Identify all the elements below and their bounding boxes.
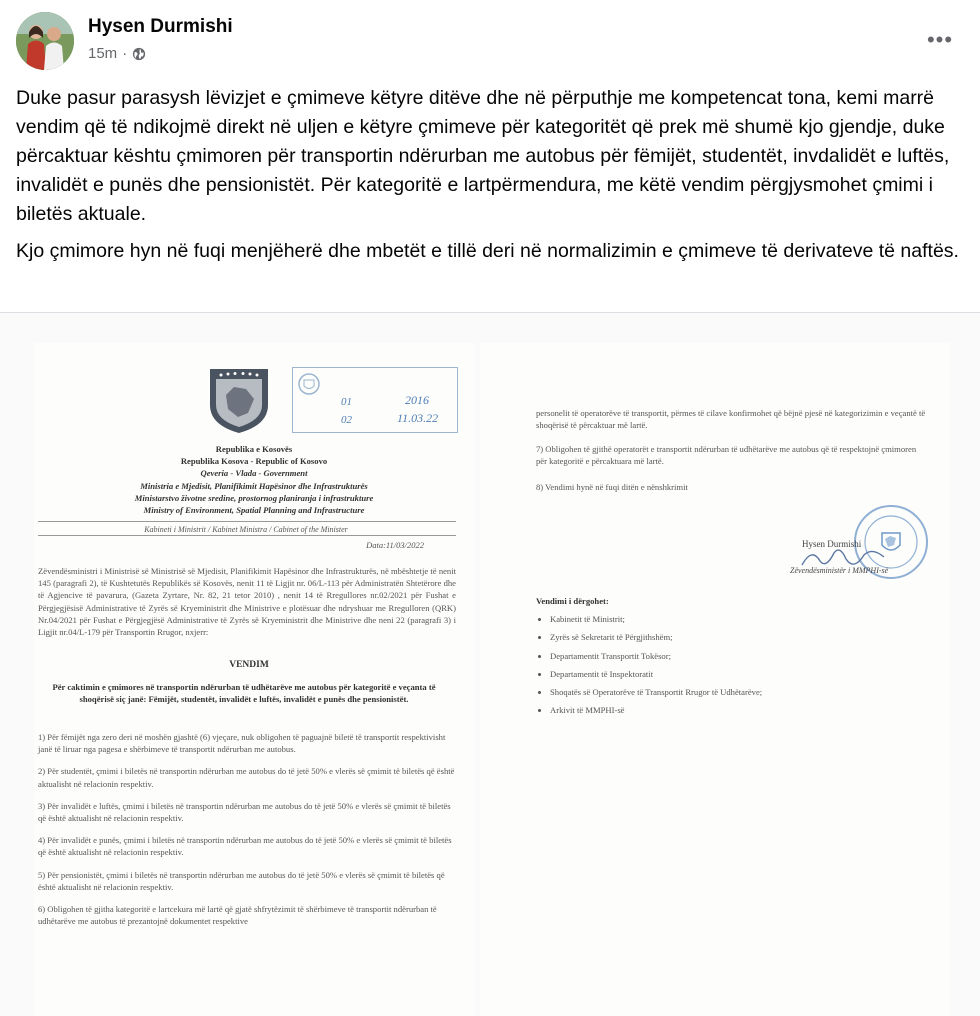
decision-item: 1) Për fëmijët nga zero deri në moshën gjashtë (6) vjeçare, nuk obligohen të paguajnë biletë të transportit respektivisht janë të liruar nga pagesa e shërbimeve të transportit ndërurban me autobus.	[38, 732, 446, 755]
stamp-number: 01	[341, 396, 352, 408]
letterhead-divider	[38, 521, 456, 522]
decision-item: 6) Obligohen të gjitha kategoritë e lartcekura më lartë që gjatë shfrytëzimit të shërbimeve të transportit ndërurban të udhëtarëve me autobus të prezantojnë dokumentet respektive	[38, 904, 437, 927]
registry-stamp	[292, 367, 458, 433]
decision-item: 7) Obligohen të gjithë operatorët e transportit ndërurban të udhëtarëve me autobus që të respektojnë çmimoren për kategoritë e përcaktuara më lartë.	[536, 444, 917, 467]
post-header	[16, 12, 964, 70]
signer-title: Zëvendësministër i MMPHI-së	[790, 566, 889, 575]
cc-list-item: • Shoqatës së Operatorëve të Transportit Rrugor të Udhëtarëve;	[550, 686, 836, 698]
decision-item: 3) Për invalidët e luftës, çmimi i biletës në transportin ndërurban me autobus do të jetë 50% e vlerës së çmimit të biletës që është aktualisht në relacionin respektiv.	[38, 800, 451, 824]
more-options-button[interactable]	[922, 22, 958, 58]
post-time[interactable]: 15m	[88, 45, 118, 62]
document-intro: Zëvendësministri i Ministrisë së Ministrisë së Mjedisit, Planifikimit Hapësinor dhe Infrastrukturës, në mbështetje të nenit 145 (paragrafi 2), të Kushtetutës Republikës së Kosovës, nenit 11 të Ligjit nr. 06/L-113 për Administratën Shtetërore dhe të Agjencive të pavarura, (Gazeta Zyrtare, Nr. 82, 21 tetor 2010) , nenit 14 të Rregullores nr.02/2021 për Fushat e Përgjegjësisë Administrative të Zyrës së Kryeministrit dhe Ministrive e plotësuar dhe ndryshuar me Rregulloren (QRK) Nr.04/2021 për Fushat e Përgjegjësë Administrative të Zyrës së Kryeministrit dhe Ministrive dhe neni 22 (paragrafi 3) i Ligjit nr.04/L-179 për Transportin Rrugor, nxjerr:	[38, 566, 456, 638]
signer-name: Hysen Durmishi	[802, 539, 862, 549]
post-paragraph: Kjo çmimore hyn në fuqi menjëherë dhe mbetët e tillë deri në normalizimin e çmimeve të derivateve të naftës.	[16, 240, 959, 262]
cc-list-item: • Departamentit të Inspektoratit	[550, 668, 836, 680]
letterhead-line: Republika Kosova - Republic of Kosovo	[180, 456, 328, 467]
more-horizontal-icon: •••	[926, 27, 954, 52]
letterhead-line: Ministria e Mjedisit, Planifikimit Hapësinor dhe Infrastrukturës	[140, 480, 368, 491]
cabinet-line: Kabineti i Ministrit / Kabinet Ministra / Cabinet of the Minister	[144, 525, 348, 534]
cc-list	[536, 613, 836, 716]
decision-item: 8) Vendimi hynë në fuqi ditën e nënshkrimit	[536, 482, 688, 492]
decision-item: 4) Për invalidët e punës, çmimi i biletës në transportin ndërurban me autobus do të jetë 50% e vlerës së çmimit të biletës që është aktualisht në relacionin respektiv.	[38, 835, 452, 858]
document-subject: Për caktimin e çmimores në transportin ndërurban të udhëtarëve me autobus për kategoritë e veçanta të shoqërisë siç janë: Fëmijët, studentët, invalidët e luftës, invalidët e punës dhe pensionistët.	[52, 682, 436, 705]
continuation-text: personelit të operatorëve të transportit, përmes të cilave konfirmohet që bëjnë pjesë në kategorizimin e veçantë të shoqërisë të përcaktuar më lartë.	[536, 408, 926, 431]
document-title: VENDIM	[229, 660, 269, 670]
cc-list-item: • Zyrës së Sekretarit të Përgjithshëm;	[550, 631, 836, 643]
avatar-image	[16, 12, 74, 70]
post-body	[16, 84, 966, 274]
avatar[interactable]	[16, 12, 74, 70]
letterhead-line: Ministarstvo životne sredine, prostornog planiranja i infrastrukture	[134, 492, 374, 503]
document-page-right	[480, 343, 950, 1016]
stamp-date: 11.03.22	[397, 411, 439, 425]
stamp-number: 02	[341, 414, 352, 426]
decision-item: 2) Për studentët, çmimi i biletës në transportin ndërurban me autobus do të jetë 50% e vlerës së çmimit të biletës që është aktualisht në relacionin respektiv.	[38, 766, 455, 789]
cc-list-item: • Kabinetit të Ministrit;	[550, 613, 836, 625]
globe-icon	[132, 47, 146, 61]
post-attachment-image[interactable]	[0, 312, 980, 1016]
cc-section	[536, 595, 836, 722]
post-meta	[88, 45, 146, 62]
letterhead-divider	[38, 535, 456, 536]
post-paragraph: Duke pasur parasysh lëvizjet e çmimeve këtyre ditëve dhe në përputhje me kompetencat tona, kemi marrë vendim që të ndikojmë direkt në uljen e këtyre çmimeve për kategoritët që prek më shumë kjo gjendje, duke përcaktuar kështu çmimoren për transportin ndërurban me autobus për fëmijët, studentët, invdalidët e luftës, invalidët e punës dhe pensionistët. Për kategoritë e lartpërmendura, me këtë vendim përgjysmohet çmimi i biletës aktuale.	[16, 87, 950, 225]
cc-title: Vendimi i dërgohet:	[536, 596, 609, 606]
cc-list-item: • Departamentit Transportit Tokësor;	[550, 650, 836, 662]
letterhead-line: Ministry of Environment, Spatial Planning and Infrastructure	[143, 505, 365, 516]
letterhead-line: Qeveria - Vlada - Government	[200, 468, 308, 479]
document-date: Data:11/03/2022	[366, 540, 424, 550]
decision-item: 5) Për pensionistët, çmimi i biletës në transportin ndërurban me autobus do të jetë 50% e vlerës së çmimit të biletës që është aktualisht në relacionin respektiv.	[38, 869, 445, 892]
kosovo-emblem-icon	[204, 365, 274, 435]
stamp-emblem-icon	[297, 372, 321, 396]
meta-separator: ·	[122, 45, 128, 62]
letterhead-line: Republika e Kosovës	[215, 444, 293, 454]
document-page-left	[34, 343, 474, 1016]
cc-list-item: • Arkivit të MMPHI-së	[550, 704, 836, 716]
document-letterhead	[34, 443, 474, 516]
decision-items	[38, 731, 456, 937]
author-name[interactable]: Hysen Durmishi	[88, 16, 233, 37]
stamp-number: 2016	[405, 393, 429, 407]
